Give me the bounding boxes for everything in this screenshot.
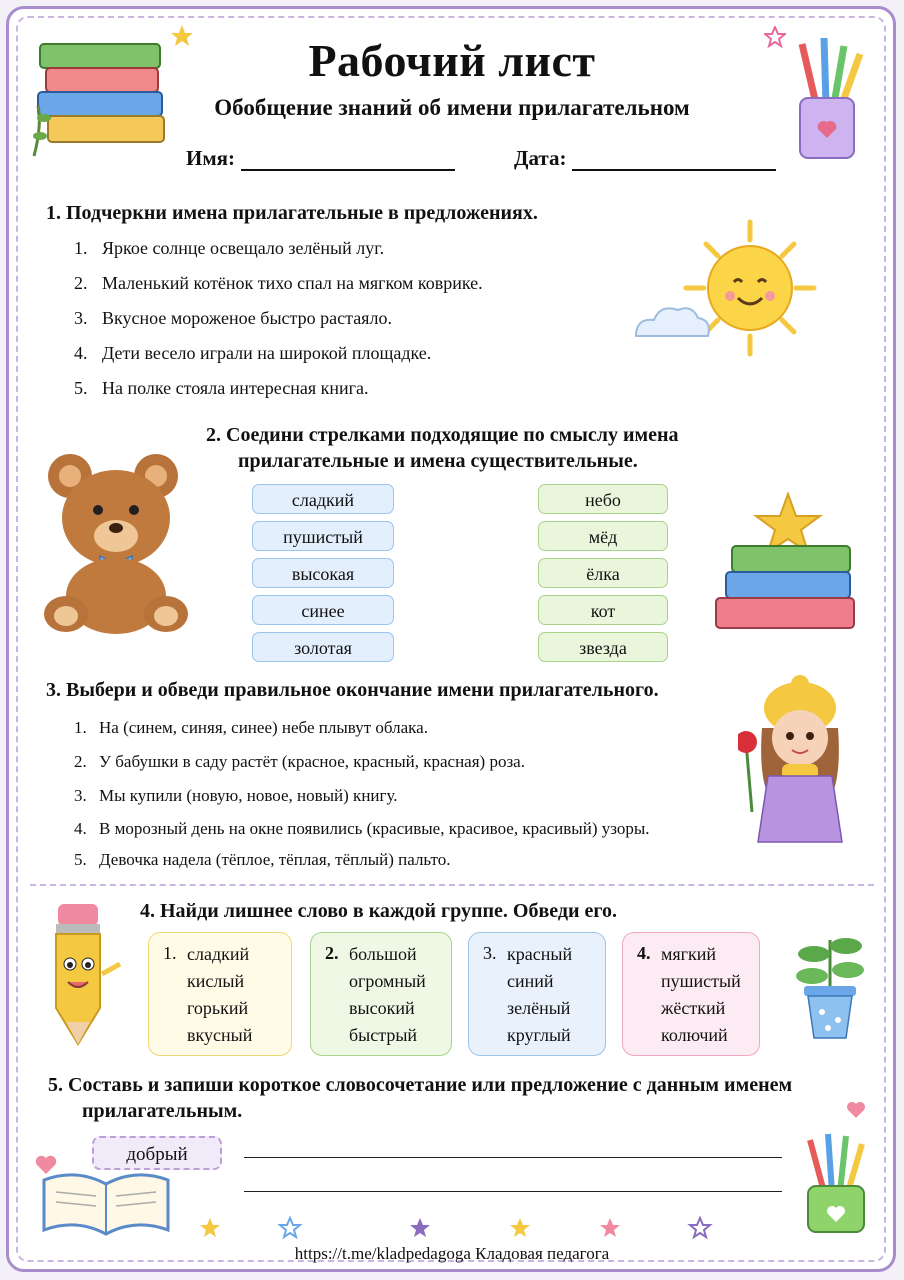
item-text: У бабушки в саду растёт (красное, красный, красная) роза.: [99, 752, 525, 771]
name-label: Имя:: [186, 146, 235, 170]
answer-line[interactable]: [244, 1191, 782, 1192]
list-item: [74, 786, 398, 806]
group-number: 1.: [163, 943, 177, 963]
list-item: [74, 850, 451, 870]
group-number: 4.: [637, 943, 651, 963]
item-number: 1.: [74, 718, 87, 737]
teddy-bear-illustration: [36, 446, 196, 636]
group-word[interactable]: синий: [507, 971, 554, 991]
list-item: [74, 752, 525, 772]
page-subtitle: Обобщение знаний об имени прилагательном: [214, 95, 690, 120]
item-text: Вкусное мороженое быстро растаяло.: [102, 308, 392, 328]
noun-box[interactable]: небо: [538, 484, 668, 514]
name-line[interactable]: [241, 149, 455, 171]
word-group-card: [310, 932, 452, 1056]
item-number: 5.: [74, 850, 87, 869]
date-field[interactable]: [514, 146, 776, 171]
answer-line[interactable]: [244, 1157, 782, 1158]
potted-plant-illustration: [790, 920, 870, 1050]
item-text: Маленький котёнок тихо спал на мягком коврике.: [102, 273, 483, 293]
date-line[interactable]: [572, 149, 776, 171]
group-number: 2.: [325, 943, 339, 963]
item-number: 5.: [74, 378, 88, 398]
section-divider: [30, 884, 874, 886]
sun-illustration: [630, 218, 820, 368]
group-word[interactable]: жёсткий: [661, 998, 726, 1018]
group-word[interactable]: зелёный: [507, 998, 571, 1018]
pencil-cup-bottom-illustration: [796, 1096, 876, 1236]
group-word[interactable]: пушистый: [661, 971, 741, 991]
item-text: На (синем, синяя, синее) небе плывут облака.: [99, 718, 428, 737]
task1-heading: 1. Подчеркни имена прилагательные в предложениях.: [46, 202, 538, 224]
item-number: 2.: [74, 273, 88, 293]
item-text: Яркое солнце освещало зелёный луг.: [102, 238, 385, 258]
group-word[interactable]: мягкий: [661, 944, 717, 964]
list-item: [74, 308, 392, 329]
footer-credit: https://t.me/kladpedagoga Кладовая педагога: [294, 1244, 610, 1263]
item-number: 4.: [74, 343, 88, 363]
list-item: [74, 378, 369, 399]
adjective-box[interactable]: пушистый: [252, 521, 394, 551]
item-number: 2.: [74, 752, 87, 771]
adjective-box[interactable]: сладкий: [252, 484, 394, 514]
item-text: На полке стояла интересная книга.: [102, 378, 369, 398]
group-word[interactable]: кислый: [187, 971, 245, 991]
item-text: Дети весело играли на широкой площадке.: [102, 343, 432, 363]
pencil-character-illustration: [40, 898, 130, 1048]
task5-heading-line2: прилагательным.: [82, 1100, 243, 1122]
list-item: [74, 718, 428, 738]
group-word[interactable]: быстрый: [349, 1025, 418, 1045]
girl-with-rose-illustration: [738, 672, 858, 852]
books-star-illustration: [712, 476, 862, 636]
task5-heading-line1: 5. Составь и запиши короткое словосочетание или предложение с данным именем: [48, 1074, 793, 1096]
star-row-decoration: [190, 1214, 730, 1242]
task2-heading-line1: 2. Соедини стрелками подходящие по смыслу имена: [206, 424, 679, 446]
item-number: 1.: [74, 238, 88, 258]
adjective-box[interactable]: золотая: [252, 632, 394, 662]
group-word[interactable]: вкусный: [187, 1025, 253, 1045]
group-words: [661, 941, 741, 1049]
item-number: 3.: [74, 786, 87, 805]
group-words: [187, 941, 252, 1049]
date-label: Дата:: [514, 146, 567, 170]
noun-box[interactable]: кот: [538, 595, 668, 625]
item-number: 3.: [74, 308, 88, 328]
list-item: [74, 343, 431, 364]
name-field[interactable]: [186, 146, 455, 171]
task3-heading: 3. Выбери и обведи правильное окончание имени прилагательного.: [46, 679, 659, 701]
word-group-card: [622, 932, 760, 1056]
group-words: [349, 941, 426, 1049]
item-number: 4.: [74, 819, 87, 838]
noun-box[interactable]: мёд: [538, 521, 668, 551]
item-text: В морозный день на окне появились (красивые, красивое, красивый) узоры.: [99, 819, 650, 838]
adjective-box[interactable]: высокая: [252, 558, 394, 588]
group-word[interactable]: большой: [349, 944, 417, 964]
heart-icon: [34, 1154, 58, 1176]
group-words: [507, 941, 572, 1049]
word-group-card: [148, 932, 292, 1056]
item-text: Девочка надела (тёплое, тёплая, тёплый) пальто.: [99, 850, 451, 869]
list-item: [74, 238, 384, 259]
task2-heading-line2: прилагательные и имена существительные.: [238, 450, 638, 472]
word-group-card: [468, 932, 606, 1056]
list-item: [74, 273, 483, 294]
group-word[interactable]: красный: [507, 944, 573, 964]
adjective-box[interactable]: синее: [252, 595, 394, 625]
group-word[interactable]: горький: [187, 998, 249, 1018]
item-text: Мы купили (новую, новое, новый) книгу.: [99, 786, 398, 805]
group-word[interactable]: круглый: [507, 1025, 571, 1045]
group-word[interactable]: колючий: [661, 1025, 728, 1045]
noun-box[interactable]: ёлка: [538, 558, 668, 588]
noun-box[interactable]: звезда: [538, 632, 668, 662]
group-word[interactable]: огромный: [349, 971, 426, 991]
group-number: 3.: [483, 943, 497, 963]
page-title: Рабочий лист: [308, 35, 596, 86]
group-word[interactable]: сладкий: [187, 944, 250, 964]
list-item: [74, 819, 650, 839]
group-word[interactable]: высокий: [349, 998, 415, 1018]
task4-heading: 4. Найди лишнее слово в каждой группе. Обведи его.: [140, 900, 617, 922]
given-word-box: добрый: [92, 1136, 222, 1170]
